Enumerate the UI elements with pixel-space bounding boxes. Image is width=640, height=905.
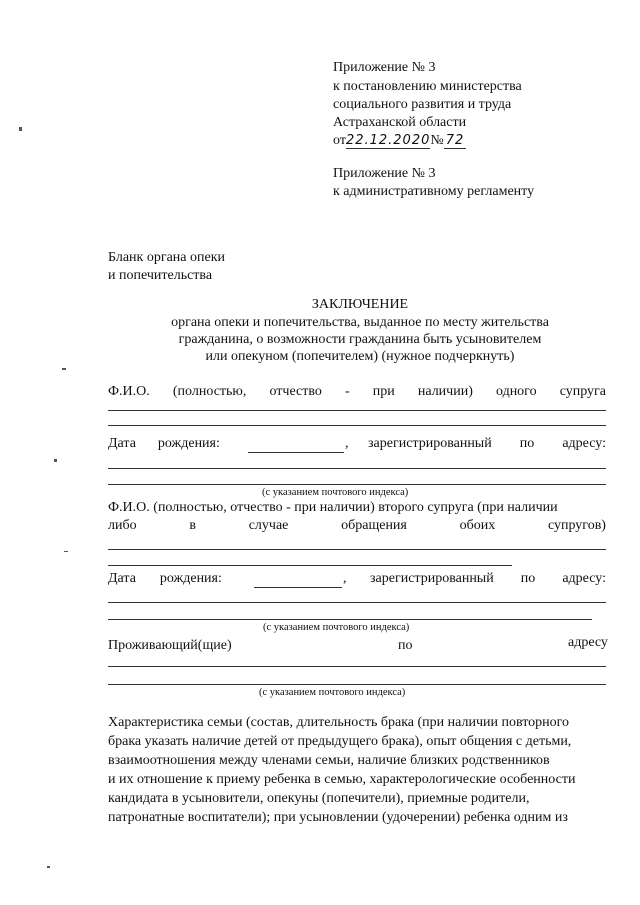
appendix1-line1: к постановлению министерства [333, 79, 522, 94]
word: Дата [108, 436, 136, 451]
appendix1-line2: социального развития и труда [333, 97, 512, 112]
spouse2-label-line1: Ф.И.О. (полностью, отчество - при наличии) второго супруга (при наличии [108, 500, 558, 515]
word: в [189, 518, 196, 533]
spouse2-birthdate-field[interactable] [254, 587, 342, 588]
spouse1-address-field-2[interactable] [108, 484, 606, 485]
word: случае [248, 518, 289, 533]
residing-by: по [398, 638, 413, 653]
spouse1-label-row [108, 384, 606, 400]
handwritten-date: 22.12.2020 [345, 133, 431, 148]
birth1-registered-row [368, 436, 606, 452]
scan-speck [62, 368, 66, 370]
word: наличии) [417, 384, 473, 399]
document-title: ЗАКЛЮЧЕНИЕ [311, 297, 409, 312]
handwritten-number: 72 [445, 133, 465, 148]
number-sign: № [430, 133, 444, 148]
characteristic-line1: Характеристика семьи (состав, длительность брака (при наличии повторного [108, 715, 570, 730]
heading-line2: гражданина, о возможности гражданина быть усыновителем [178, 332, 542, 347]
scan-speck [47, 866, 50, 868]
word: при [372, 384, 395, 399]
blank-line1: Бланк органа опеки [108, 250, 226, 265]
residing-address-field-2[interactable] [108, 684, 606, 685]
appendix1-title: Приложение № 3 [333, 60, 436, 75]
appendix2-line1: к административному регламенту [333, 184, 535, 199]
residing-address: адресу [568, 635, 608, 650]
blank-line2: и попечительства [108, 268, 213, 283]
word: адресу: [562, 436, 606, 451]
scan-speck [19, 127, 22, 131]
word: (полностью, [172, 384, 247, 399]
word: адресу: [562, 571, 606, 586]
word: обоих [459, 518, 496, 533]
characteristic-line4: и их отношение к приему ребенка в семью, характерологические особенности [108, 772, 576, 787]
word: отчество [269, 384, 322, 399]
characteristic-line5: кандидата в усыновители, опекуны (попечители), приемные родители, [108, 791, 530, 806]
heading-line3: или опекуном (попечителем) (нужное подчеркнуть) [205, 349, 515, 364]
heading-line1: органа опеки и попечительства, выданное по месту жительства [171, 315, 549, 330]
spouse1-name-field-2[interactable] [108, 425, 606, 426]
spouse2-name-field[interactable] [108, 549, 606, 550]
characteristic-line3: взаимоотношения между членами семьи, наличие близких родственников [108, 753, 550, 768]
residing-label: Проживающий(щие) [108, 638, 232, 653]
from-label: от [333, 133, 346, 148]
spouse1-address-field[interactable] [108, 468, 606, 469]
residing-address-field[interactable] [108, 666, 606, 667]
spouse1-name-field[interactable] [108, 410, 606, 411]
birth1-date-label [108, 436, 220, 452]
word: по [519, 436, 535, 451]
word: одного [495, 384, 537, 399]
postal-hint-2: (с указанием почтового индекса) [263, 622, 410, 633]
characteristic-line2: брака указать наличие детей от предыдущего брака), опыт общения с детьми, [108, 734, 572, 749]
word: обращения [341, 518, 407, 533]
spouse2-label-row2 [108, 518, 606, 534]
word: рождения: [157, 436, 220, 451]
word: либо [108, 518, 137, 533]
birth2-comma: , [343, 571, 347, 586]
word: супругов) [547, 518, 606, 533]
word: Дата [108, 571, 136, 586]
birth1-comma: , [345, 436, 349, 451]
scan-speck [64, 551, 68, 552]
spouse1-birthdate-field[interactable] [248, 452, 344, 453]
word: зарегистрированный [368, 436, 492, 451]
word: зарегистрированный [370, 571, 494, 586]
word: супруга [559, 384, 606, 399]
appendix1-date-line [333, 133, 466, 149]
appendix2-title: Приложение № 3 [333, 166, 436, 181]
postal-hint-1: (с указанием почтового индекса) [262, 487, 409, 498]
characteristic-line6: патронатные воспитатели); при усыновлении (удочерении) ребенка одним из [108, 810, 568, 825]
birth2-date-label [108, 571, 222, 587]
word: по [520, 571, 536, 586]
postal-hint-3: (с указанием почтового индекса) [259, 687, 406, 698]
spouse2-address-field[interactable] [108, 602, 606, 603]
scan-speck [54, 459, 57, 462]
word: рождения: [159, 571, 222, 586]
appendix1-line3: Астраханской области [333, 115, 467, 130]
word: Ф.И.О. [108, 384, 150, 399]
spouse2-name-field-2[interactable] [108, 565, 512, 566]
spouse2-address-field-2[interactable] [108, 619, 592, 620]
birth2-registered-row [370, 571, 606, 587]
word: - [344, 384, 350, 399]
